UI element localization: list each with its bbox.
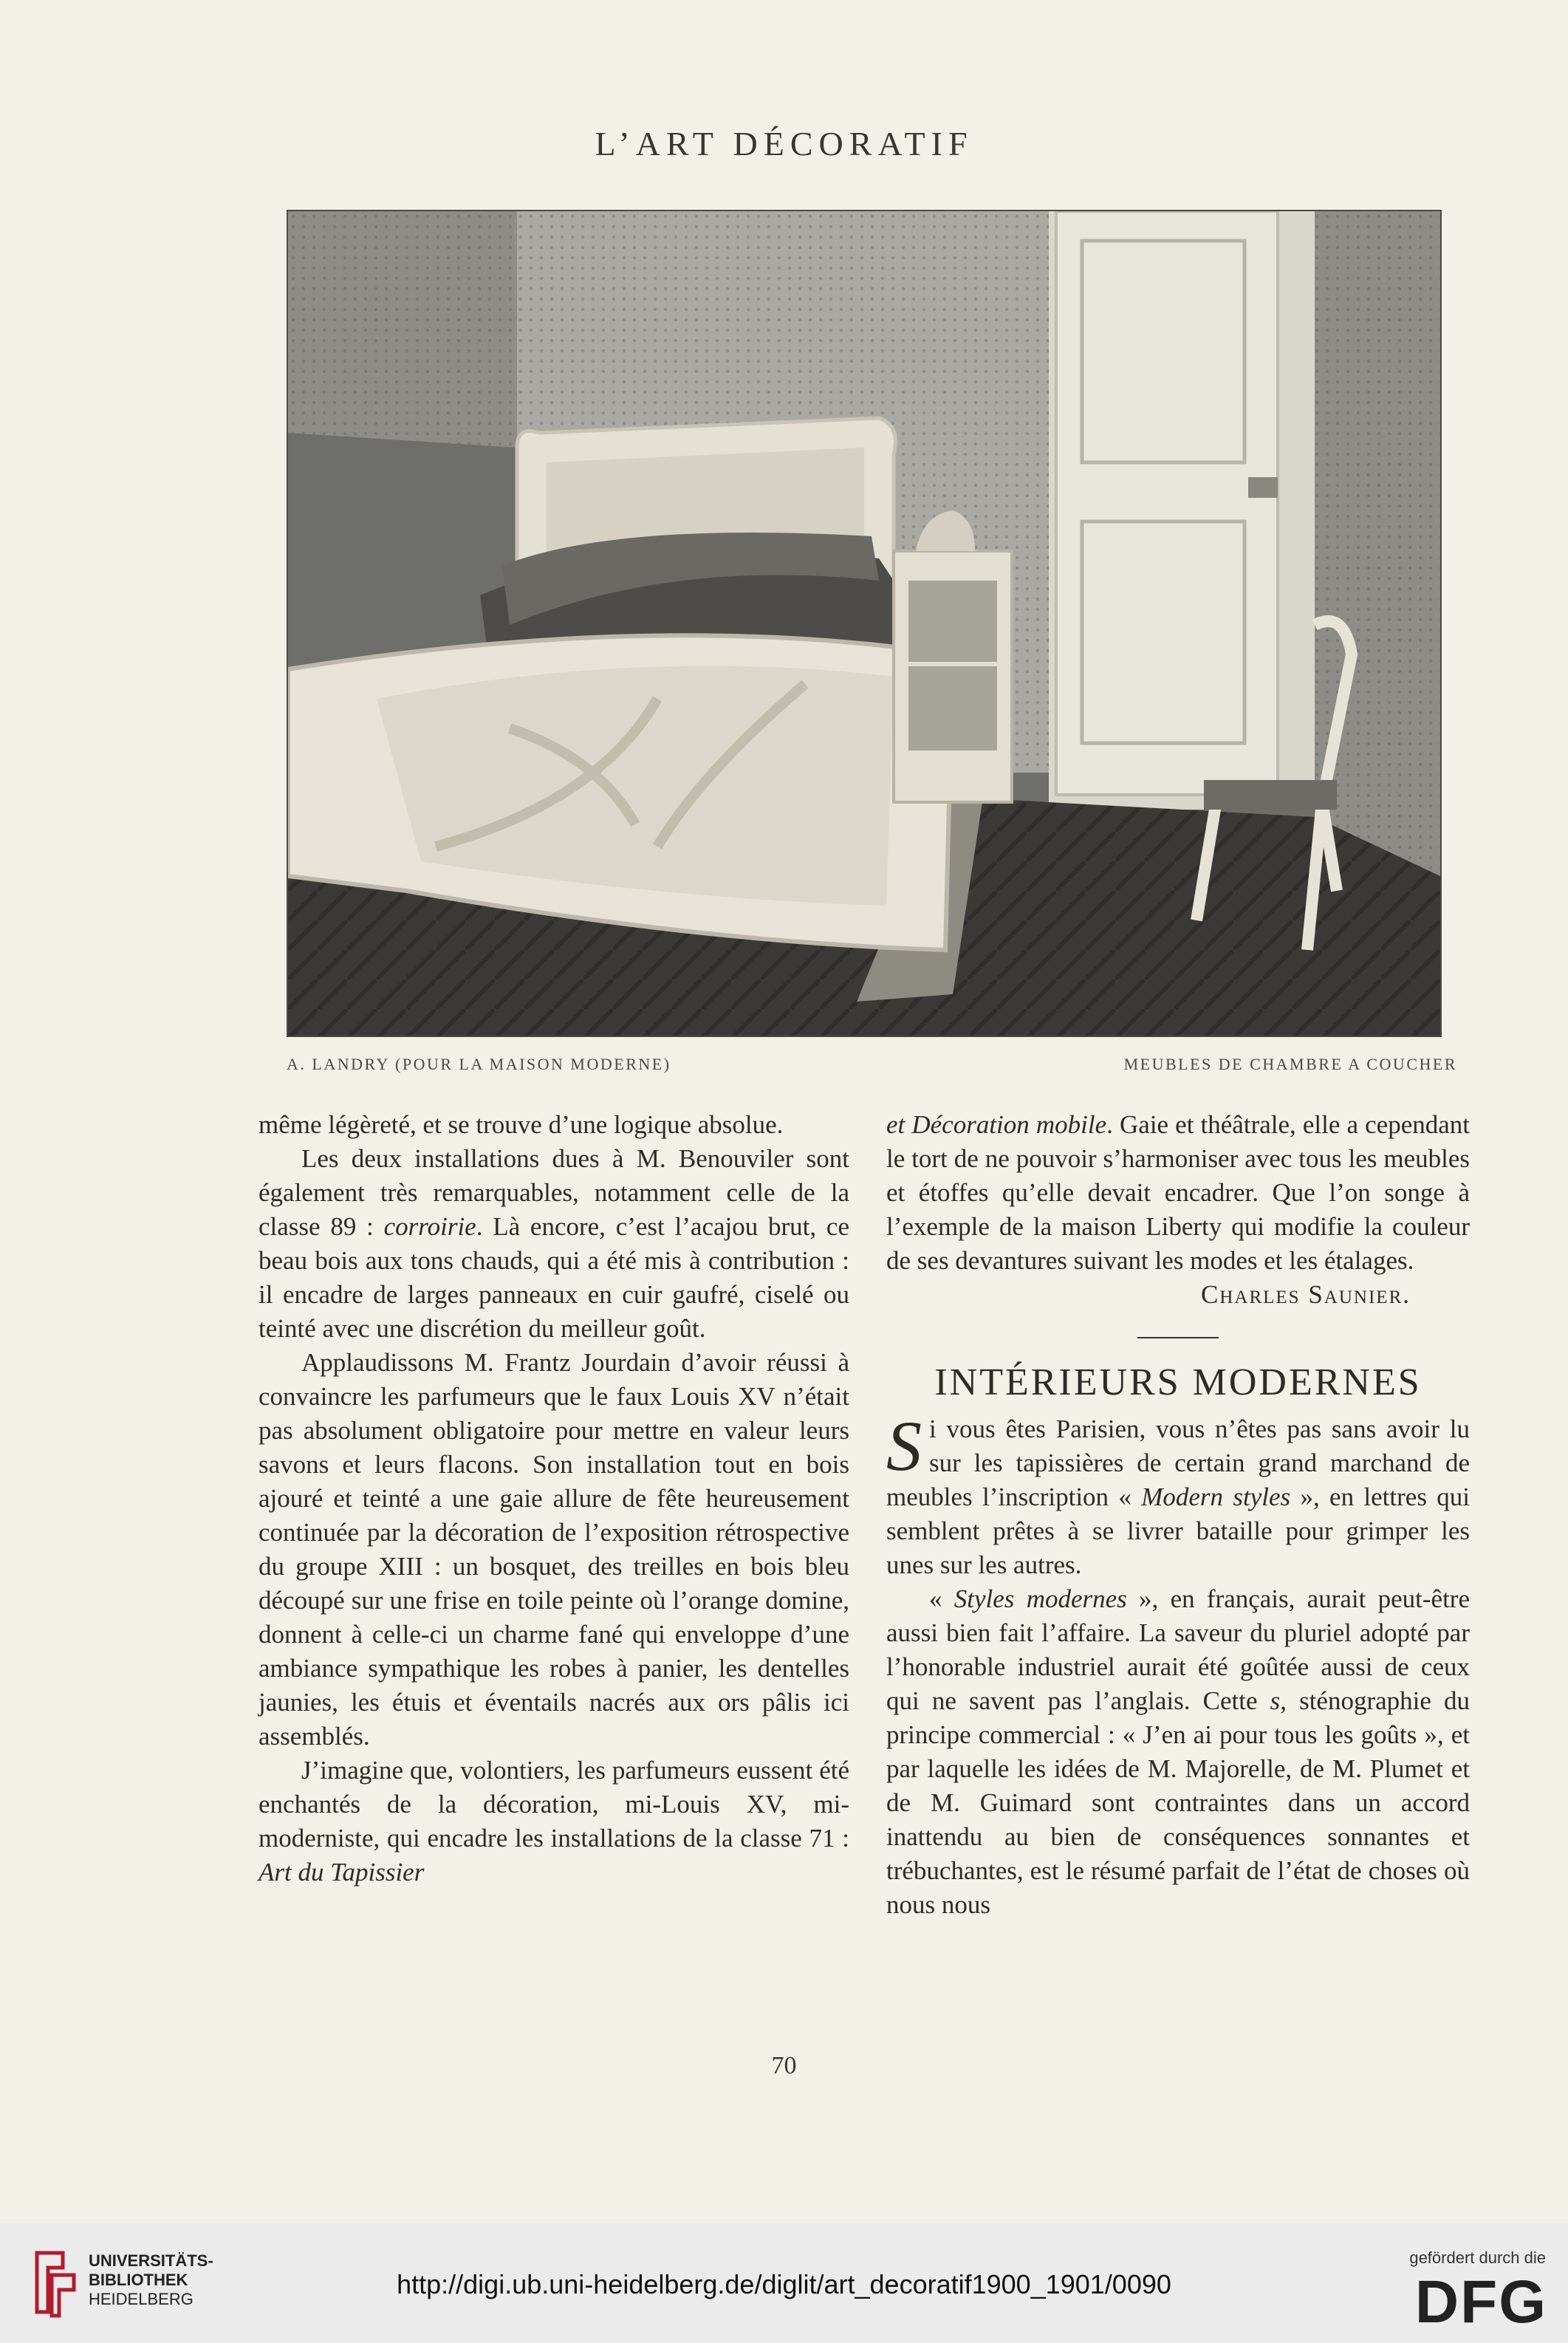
right-text-column bbox=[886, 1108, 1470, 1922]
viewer-footer bbox=[0, 2223, 1568, 2343]
paragraph: et Décoration mobile. Gaie et théâtrale, elle a cependant le tort de ne pouvoir s’harmoniser avec tous les meubles et étoffes qu’elle devait encadrer. Que l’on songe à l’exemple de la maison Liberty qui modifie la couleur de ses devantures suivant les modes et les étalages. bbox=[886, 1110, 1470, 1275]
paragraph: Si vous êtes Parisien, vous n’êtes pas sans avoir lu sur les tapissières de certain grand marchand de meubles l’inscription « Modern styles », en lettres qui semblent prêtes à se livrer bataille pour grimper les unes sur les autres. bbox=[886, 1406, 1470, 1579]
dfg-logo: DFG bbox=[1414, 2268, 1547, 2336]
running-head: L’ART DÉCORATIF bbox=[595, 125, 973, 163]
library-name: UNIVERSITÄTS- BIBLIOTHEK HEIDELBERG bbox=[89, 2251, 213, 2308]
paragraph: « Styles modernes », en français, aurait peut-être aussi bien fait l’affaire. La saveur du pluriel adopté par l’honorable industriel aurait été goûtée aussi de ceux qui ne savent pas l’anglais. Cette s, sténographie du principe commercial : « J’en ai pour tous les goûts », et par laquelle les idées de M. Majorelle, de M. Plumet et de M. Guimard sont contraintes dans un accord inattendu au bien de conséquences sonnantes et trébuchantes, est le résumé parfait de l’état de choses où nous nous bbox=[886, 1584, 1471, 1919]
left-text-column bbox=[259, 1108, 849, 1889]
paragraph: Les deux installations dues à M. Benouviler sont également très remarquables, notamment celle de la classe 89 : corroirie. Là encore, c’est l’acajou brut, ce beau bois aux tons chauds, qui a été mis à contribution : il encadre de larges panneaux en cuir gaufré, ciselé ou teinté avec une discrétion du meilleur goût. bbox=[259, 1144, 850, 1343]
photo-credit-caption: A. LANDRY (POUR LA MAISON MODERNE) bbox=[287, 1055, 671, 1073]
photo-title-caption: MEUBLES DE CHAMBRE A COUCHER bbox=[1123, 1055, 1457, 1073]
paragraph: Applaudissons M. Frantz Jourdain d’avoir réussi à convaincre les parfumeurs que le faux Louis XV n’était pas absolument obligatoire pour mettre en valeur leurs savons et leurs flacons. Son installation tout en bois ajouré et teinté a une gaie allure de fête heureusement continuée par la décoration de l’exposition rétrospective du groupe XIII : un bosquet, des treilles en bois bleu découpé sur une frise en toile peinte où l’orange domine, donnent à celle-ci un charme fané qui enveloppe d’une ambiance sympathique les robes à panier, les dentelles jaunies, les étuis et éventails nacrés aux ors pâlis ici assemblés. bbox=[259, 1348, 849, 1751]
drop-cap: S bbox=[886, 1406, 922, 1485]
section-heading: INTÉRIEURS MODERNES bbox=[934, 1361, 1422, 1403]
permalink-url[interactable]: http://digi.ub.uni-heidelberg.de/diglit/art_decoratif1900_1901/0090 bbox=[397, 2269, 1171, 2299]
funded-by-label: gefördert durch die bbox=[1409, 2248, 1546, 2267]
bedroom-photograph bbox=[287, 210, 1442, 1037]
page-number: 70 bbox=[771, 2052, 797, 2079]
author-signature: Charles Saunier. bbox=[1201, 1280, 1411, 1309]
section-divider bbox=[1137, 1337, 1219, 1338]
paragraph: même légèreté, et se trouve d’une logique absolue. bbox=[259, 1110, 784, 1139]
paragraph: J’imagine que, volontiers, les parfumeurs eussent été enchantés de la décoration, mi-Louis XV, mi-moderniste, qui encadre les installations de la classe 71 : Art du Tapissier bbox=[259, 1756, 849, 1887]
